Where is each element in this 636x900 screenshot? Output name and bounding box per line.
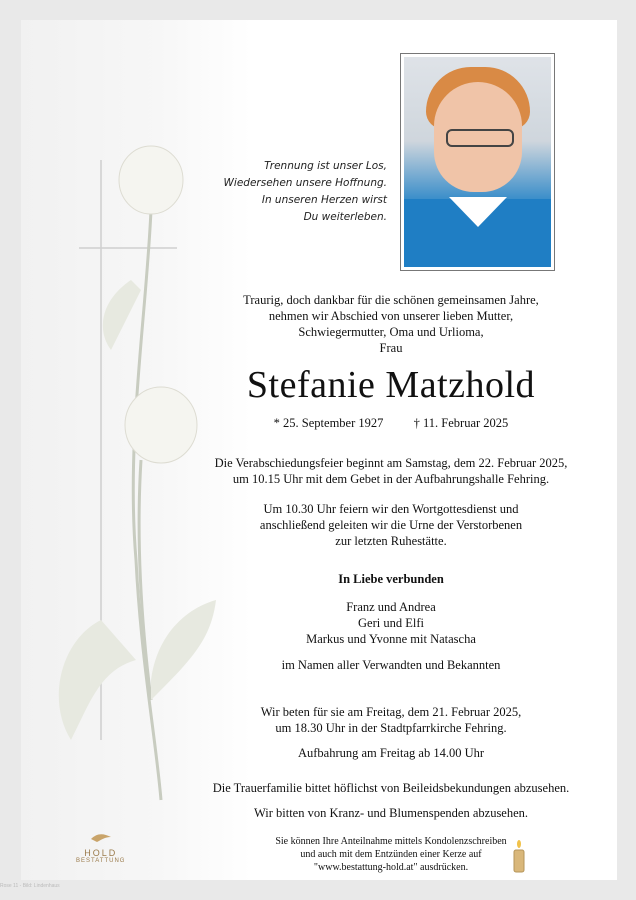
intro-line: nehmen wir Abschied von unserer lieben Mutter, — [268, 309, 514, 323]
family-member: Geri und Elfi — [358, 616, 424, 630]
farewell-line: Die Verabschiedungsfeier beginnt am Samstag, dem 22. Februar 2025, — [214, 456, 568, 470]
service-line: Um 10.30 Uhr feiern wir den Wortgottesdienst und — [263, 502, 519, 516]
intro-text — [191, 292, 591, 356]
image-credit: Rose 11 - Bild: Lindenhaus — [0, 883, 60, 889]
deceased-name: Stefanie Matzhold — [246, 364, 536, 406]
quote-line: Wiedersehen unsere Hoffnung. — [223, 177, 387, 189]
love-heading: In Liebe verbunden — [338, 572, 444, 586]
intro-line: Traurig, doch dankbar für die schönen gemeinsamen Jahre, — [243, 293, 539, 307]
prayer-text — [191, 704, 591, 736]
condolence-note: Die Trauerfamilie bittet höflichst von Beileidsbekundungen abzusehen. — [212, 781, 570, 795]
portrait-image — [404, 57, 551, 267]
family-member: Markus und Yvonne mit Natascha — [306, 632, 476, 646]
death-date: † 11. Februar 2025 — [413, 416, 509, 430]
candle-icon — [512, 840, 526, 874]
online-condolence-text — [221, 835, 561, 874]
prayer-line: um 18.30 Uhr in der Stadtpfarrkirche Fehring. — [275, 721, 507, 735]
quote-line: In unseren Herzen wirst — [261, 194, 387, 206]
service-line: anschließend geleiten wir die Urne der Verstorbenen — [259, 518, 523, 532]
hold-logo — [76, 830, 125, 864]
logo-name: HOLD — [84, 848, 118, 858]
dates — [191, 415, 591, 431]
quote-line: Trennung ist unser Los, — [264, 160, 387, 172]
service-line: zur letzten Ruhestätte. — [335, 534, 447, 548]
intro-line: Frau — [379, 341, 403, 355]
family-list — [191, 599, 591, 647]
online-line: "www.bestattung-hold.at" ausdrücken. — [313, 862, 469, 873]
intro-line: Schwiegermutter, Oma und Urlioma, — [298, 325, 484, 339]
farewell-line: um 10.15 Uhr mit dem Gebet in der Aufbahrungshalle Fehring. — [232, 472, 550, 486]
logo-bird-icon — [89, 831, 113, 843]
logo-subtitle: BESTATTUNG — [76, 858, 126, 864]
quote-line: Du weiterleben. — [303, 211, 387, 223]
viewing-text: Aufbahrung am Freitag ab 14.00 Uhr — [297, 746, 485, 760]
flowers-note: Wir bitten von Kranz- und Blumenspenden abzusehen. — [253, 806, 529, 820]
obituary-sheet — [21, 20, 617, 880]
online-line: und auch mit dem Entzünden einer Kerze auf — [300, 849, 482, 860]
quote — [167, 158, 387, 226]
prayer-line: Wir beten für sie am Freitag, dem 21. Februar 2025, — [260, 705, 522, 719]
family-member: Franz und Andrea — [346, 600, 436, 614]
portrait-photo — [400, 53, 555, 271]
birth-date: * 25. September 1927 — [273, 416, 384, 430]
relatives-text: im Namen aller Verwandten und Bekannten — [281, 658, 501, 672]
online-line: Sie können Ihre Anteilnahme mittels Kondolenzschreiben — [275, 836, 507, 847]
service-text — [191, 501, 591, 549]
farewell-text — [191, 455, 591, 487]
